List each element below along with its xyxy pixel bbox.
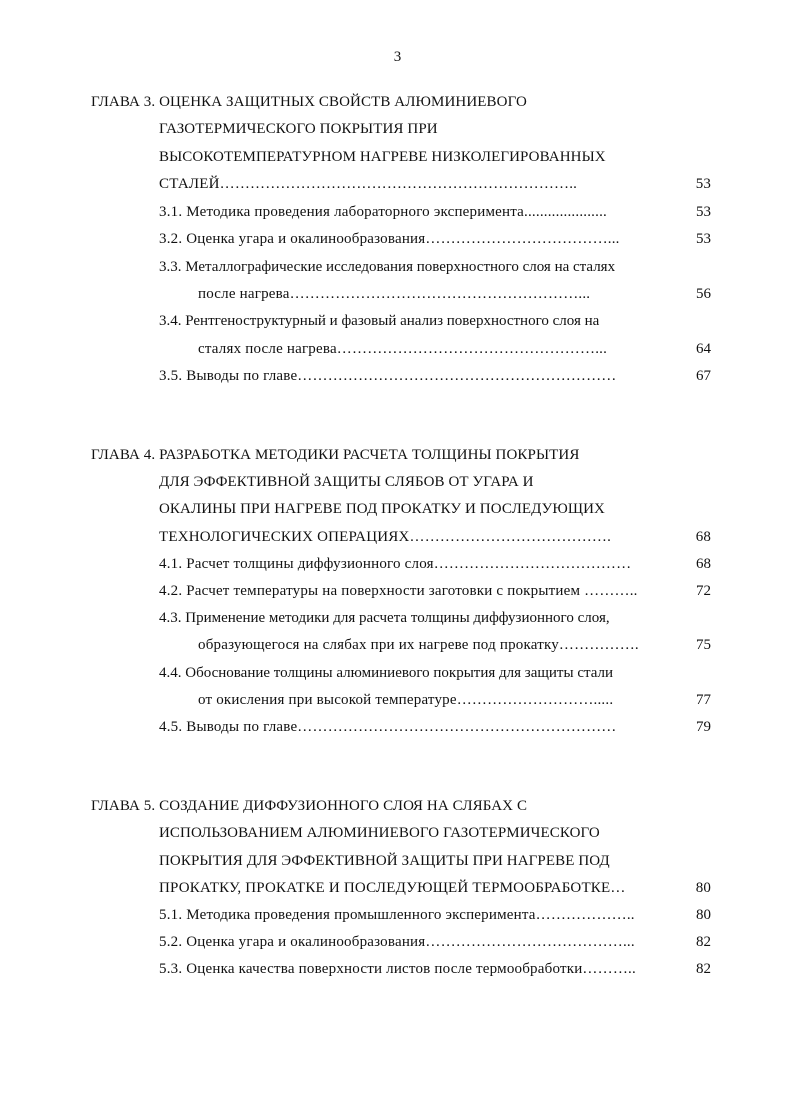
chapter4-title-text-1: ГЛАВА 4. РАЗРАБОТКА МЕТОДИКИ РАСЧЕТА ТОЛЩИНЫ ПОКРЫТИЯ — [91, 447, 580, 463]
toc-entry-4-4-line1 — [0, 661, 795, 685]
toc-entry-page: 72 — [696, 583, 711, 599]
toc-entry-page: 79 — [696, 719, 711, 735]
toc-entry-text: образующегося на слябах при их нагреве под прокатку……………. — [198, 637, 639, 653]
toc-entry-page: 82 — [696, 934, 711, 950]
toc-entry-4-1 — [0, 552, 795, 576]
toc-entry-5-1 — [0, 903, 795, 927]
toc-entry-3-5 — [0, 364, 795, 388]
toc-entry-5-3 — [0, 957, 795, 981]
toc-entry-text: 4.5. Выводы по главе……………………………………………………… — [159, 719, 617, 735]
toc-entry-page: 56 — [696, 286, 711, 302]
chapter3-title-line3 — [0, 145, 795, 169]
chapter5-title-text-2: ИСПОЛЬЗОВАНИЕМ АЛЮМИНИЕВОГО ГАЗОТЕРМИЧЕСКОГО — [159, 825, 600, 841]
chapter3-title-line4 — [0, 172, 795, 196]
toc-entry-5-2 — [0, 930, 795, 954]
toc-entry-page: 75 — [696, 637, 711, 653]
chapter5-title-text-4: ПРОКАТКУ, ПРОКАТКЕ И ПОСЛЕДУЮЩЕЙ ТЕРМООБРАБОТКЕ… — [159, 880, 626, 896]
toc-entry-text: 3.5. Выводы по главе……………………………………………………… — [159, 368, 617, 384]
chapter5-title-text-1: ГЛАВА 5. СОЗДАНИЕ ДИФФУЗИОННОГО СЛОЯ НА СЛЯБАХ С — [91, 798, 528, 814]
toc-entry-text: 3.2. Оценка угара и окалинообразования………………………………... — [159, 231, 620, 247]
toc-entry-4-5 — [0, 715, 795, 739]
page-number: 3 — [393, 49, 402, 65]
toc-entry-text: 5.3. Оценка качества поверхности листов после термообработки……….. — [159, 961, 636, 977]
toc-entry-4-2 — [0, 579, 795, 603]
toc-entry-page: 53 — [696, 231, 711, 247]
toc-entry-text: от окисления при высокой температуре………………………..... — [198, 692, 614, 708]
chapter4-title-line3 — [0, 497, 795, 521]
toc-entry-page: 80 — [696, 907, 711, 923]
chapter5-title-text-3: ПОКРЫТИЯ ДЛЯ ЭФФЕКТИВНОЙ ЗАЩИТЫ ПРИ НАГРЕВЕ ПОД — [159, 853, 610, 869]
toc-entry-3-1 — [0, 200, 795, 224]
toc-entry-3-3-line2 — [0, 282, 795, 306]
toc-entry-text: 3.4. Рентгеноструктурный и фазовый анализ поверхностного слоя на — [159, 313, 600, 329]
toc-entry-3-4-line2 — [0, 337, 795, 361]
toc-entry-text: 5.1. Методика проведения промышленного эксперимента……………….. — [159, 907, 635, 923]
toc-entry-text: 4.4. Обоснование толщины алюминиевого покрытия для защиты стали — [159, 665, 614, 681]
toc-entry-3-4-line1 — [0, 309, 795, 333]
toc-entry-page: 67 — [696, 368, 711, 384]
toc-entry-page: 77 — [696, 692, 711, 708]
toc-entry-3-2 — [0, 227, 795, 251]
toc-entry-page: 64 — [696, 341, 711, 357]
toc-entry-page: 82 — [696, 961, 711, 977]
chapter4-title-text-2: ДЛЯ ЭФФЕКТИВНОЙ ЗАЩИТЫ СЛЯБОВ ОТ УГАРА И — [159, 474, 534, 490]
chapter4-page: 68 — [695, 529, 711, 545]
chapter3-page: 53 — [695, 176, 711, 192]
toc-entry-page: 53 — [696, 204, 711, 220]
toc-entry-text: 3.1. Методика проведения лабораторного эксперимента..................... — [159, 204, 607, 220]
chapter5-title-line3 — [0, 849, 795, 873]
chapter3-title-line2 — [0, 117, 795, 141]
toc-entry-text: 4.1. Расчет толщины диффузионного слоя………………………………… — [159, 556, 632, 572]
chapter3-title-line1 — [0, 90, 795, 114]
chapter3-title-text-4: СТАЛЕЙ…………………………………………………………….. — [159, 176, 578, 192]
toc-entry-page: 68 — [696, 556, 711, 572]
toc-entry-text: сталях после нагрева……………………………………………... — [198, 341, 608, 357]
chapter4-title-line1 — [0, 443, 795, 467]
chapter4-title-line2 — [0, 470, 795, 494]
toc-entry-text: 4.3. Применение методики для расчета толщины диффузионного слоя, — [159, 610, 610, 626]
chapter4-title-text-3: ОКАЛИНЫ ПРИ НАГРЕВЕ ПОД ПРОКАТКУ И ПОСЛЕДУЮЩИХ — [159, 501, 605, 517]
toc-entry-4-3-line2 — [0, 633, 795, 657]
toc-entry-3-3-line1 — [0, 255, 795, 279]
chapter3-title-text-3: ВЫСОКОТЕМПЕРАТУРНОМ НАГРЕВЕ НИЗКОЛЕГИРОВАННЫХ — [159, 149, 606, 165]
chapter3-title-text-1: ГЛАВА 3. ОЦЕНКА ЗАЩИТНЫХ СВОЙСТВ АЛЮМИНИЕВОГО — [91, 94, 527, 110]
chapter5-title-line1 — [0, 794, 795, 818]
chapter3-title-text-2: ГАЗОТЕРМИЧЕСКОГО ПОКРЫТИЯ ПРИ — [159, 121, 438, 137]
toc-entry-text: 3.3. Металлографические исследования поверхностного слоя на сталях — [159, 259, 616, 275]
chapter5-page: 80 — [695, 880, 711, 896]
chapter5-title-line2 — [0, 821, 795, 845]
chapter4-title-line4 — [0, 525, 795, 549]
toc-entry-text: после нагрева…………………………………………………... — [198, 286, 591, 302]
toc-entry-4-3-line1 — [0, 606, 795, 630]
toc-entry-4-4-line2 — [0, 688, 795, 712]
chapter4-title-text-4: ТЕХНОЛОГИЧЕСКИХ ОПЕРАЦИЯХ…………………………………. — [159, 529, 612, 545]
toc-entry-text: 4.2. Расчет температуры на поверхности заготовки с покрытием ……….. — [159, 583, 638, 599]
chapter5-title-line4 — [0, 876, 795, 900]
toc-entry-text: 5.2. Оценка угара и окалинообразования…………………………………... — [159, 934, 635, 950]
